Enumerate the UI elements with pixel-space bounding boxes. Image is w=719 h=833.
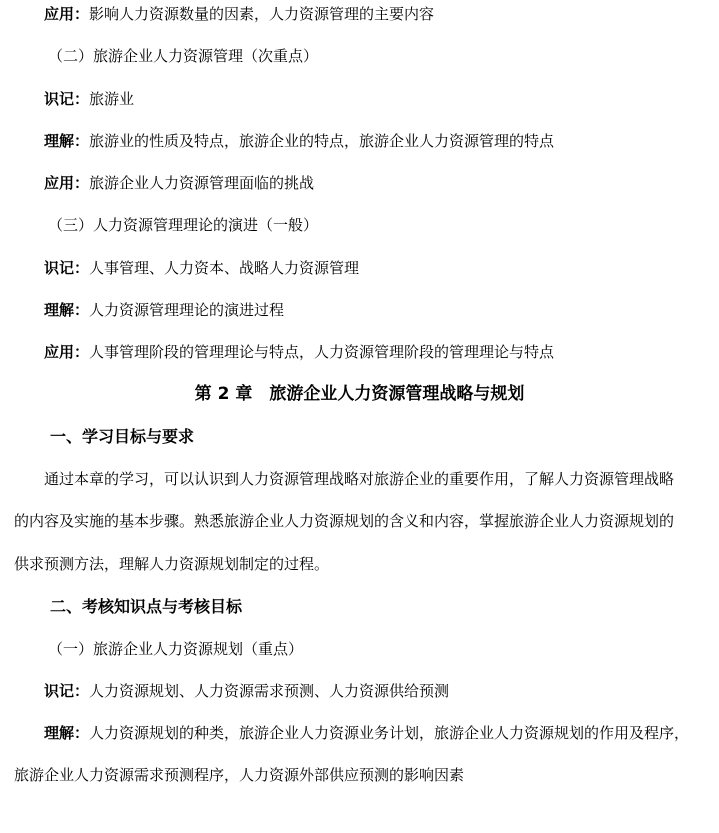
paragraph-line: 供求预测方法，理解人力资源规划制定的过程。 (14, 555, 330, 573)
line-application-2 (44, 173, 719, 193)
line-label: 理解： (44, 132, 90, 150)
line-label: 识记： (44, 259, 90, 277)
line-memorize-2 (44, 89, 719, 109)
line-label: 应用： (44, 343, 90, 361)
line-text: 人事管理、人力资本、战略人力资源管理 (89, 259, 360, 277)
line-understand-s2 (44, 723, 719, 743)
paragraph-line: 旅游企业人力资源需求预测程序，人力资源外部供应预测的影响因素 (14, 766, 465, 784)
line-application-1 (44, 4, 719, 24)
line-understand-2 (44, 131, 719, 151)
line-text: （二）旅游企业人力资源管理（次重点） (48, 47, 319, 65)
line-label: 识记： (44, 90, 90, 108)
line-application-3 (44, 342, 719, 362)
line-text: 人事管理阶段的管理理论与特点，人力资源管理阶段的管理理论与特点 (89, 343, 555, 361)
line-label: 应用： (44, 174, 90, 192)
line-label: 识记： (44, 682, 90, 700)
line-label: 应用： (44, 5, 90, 23)
line-text: 旅游业的性质及特点，旅游企业的特点，旅游企业人力资源管理的特点 (89, 132, 555, 150)
paragraph-line: 的内容及实施的基本步骤。熟悉旅游企业人力资源规划的含义和内容，掌握旅游企业人力资源规划的 (14, 512, 675, 530)
line-memorize-s2 (44, 681, 719, 701)
section-title-knowledge-points: 二、考核知识点与考核目标 (50, 597, 243, 616)
line-text: 影响人力资源数量的因素，人力资源管理的主要内容 (89, 5, 435, 23)
line-memorize-3 (44, 258, 719, 278)
line-text: 人力资源规划的种类，旅游企业人力资源业务计划，旅游企业人力资源规划的作用及程序， (89, 724, 690, 742)
line-understand-3 (44, 300, 719, 320)
subheading-2 (48, 46, 719, 66)
section-title-objectives: 一、学习目标与要求 (50, 427, 195, 446)
line-text: 人力资源管理理论的演进过程 (89, 301, 285, 319)
line-label: 理解： (44, 301, 90, 319)
line-text: （一）旅游企业人力资源规划（重点） (48, 640, 304, 658)
subheading-s2-1 (48, 639, 719, 659)
subheading-3 (48, 215, 719, 235)
line-label: 理解： (44, 724, 90, 742)
line-text: （三）人力资源管理理论的演进（一般） (48, 216, 319, 234)
line-text: 人力资源规划、人力资源需求预测、人力资源供给预测 (89, 682, 450, 700)
line-text: 旅游业 (89, 90, 135, 108)
paragraph-line: 通过本章的学习，可以认识到人力资源管理战略对旅游企业的重要作用，了解人力资源管理战略 (44, 470, 675, 488)
line-text: 旅游企业人力资源管理面临的挑战 (89, 174, 315, 192)
chapter-title: 第 2 章 旅游企业人力资源管理战略与规划 (194, 384, 525, 404)
